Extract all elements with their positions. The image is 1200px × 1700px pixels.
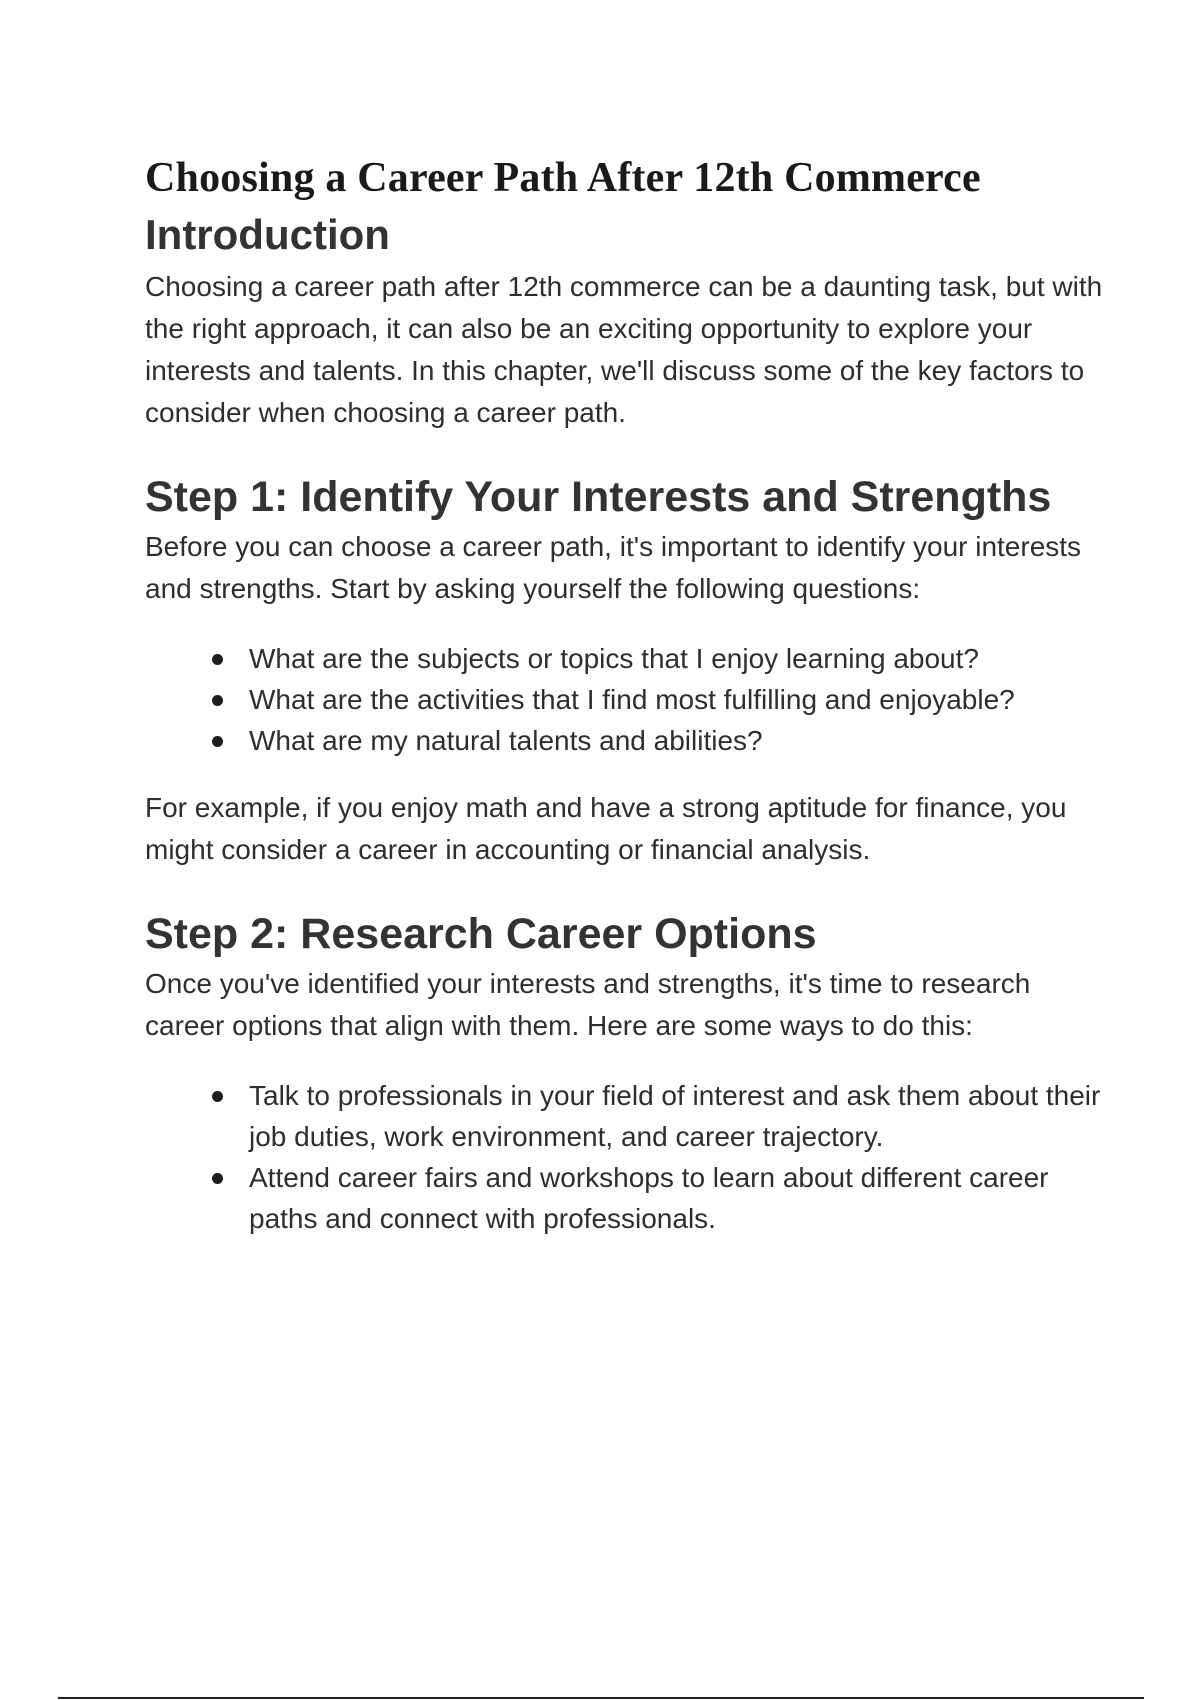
document-page (145, 148, 1105, 1265)
list-item-text: Attend career fairs and workshops to learn about different career paths and connect with professionals. (249, 1162, 1049, 1234)
document-title: Choosing a Career Path After 12th Commerce (145, 155, 981, 201)
introduction-paragraph: Choosing a career path after 12th commerce can be a daunting task, but with the right approach, it can also be an exciting opportunity to explore your interests and talents. In this chapter, we'll discuss some of the key factors to consider when choosing a career path. (145, 271, 1103, 428)
list-item-text: What are my natural talents and abilities? (249, 725, 763, 756)
list-item-text: What are the subjects or topics that I enjoy learning about? (249, 643, 979, 674)
bullet-icon (212, 654, 223, 665)
bullet-icon (212, 695, 223, 706)
step1-question-list (145, 638, 1105, 761)
bullet-icon (212, 1173, 223, 1184)
step1-paragraph: Before you can choose a career path, it's important to identify your interests and strengths. Start by asking yourself the following questions: (145, 531, 1082, 604)
bullet-icon (212, 1091, 223, 1102)
list-item (212, 720, 1105, 761)
bullet-icon (212, 736, 223, 747)
list-item (212, 1075, 1105, 1157)
list-item (212, 679, 1105, 720)
list-item-text: Talk to professionals in your field of interest and ask them about their job duties, work environment, and career trajectory. (249, 1080, 1101, 1152)
list-item-text: What are the activities that I find most fulfilling and enjoyable? (249, 684, 1015, 715)
list-item (212, 1157, 1105, 1239)
step2-heading: Step 2: Research Career Options (145, 910, 817, 958)
introduction-heading: Introduction (145, 211, 390, 258)
list-item (212, 638, 1105, 679)
step2-paragraph: Once you've identified your interests and strengths, it's time to research career options that align with them. Here are some ways to do this: (145, 968, 1031, 1041)
step1-heading: Step 1: Identify Your Interests and Strengths (145, 473, 1052, 521)
step1-example-paragraph: For example, if you enjoy math and have a strong aptitude for finance, you might consider a career in accounting or financial analysis. (145, 792, 1067, 865)
page-bottom-rule (58, 1697, 1144, 1699)
step2-research-list (145, 1075, 1105, 1239)
